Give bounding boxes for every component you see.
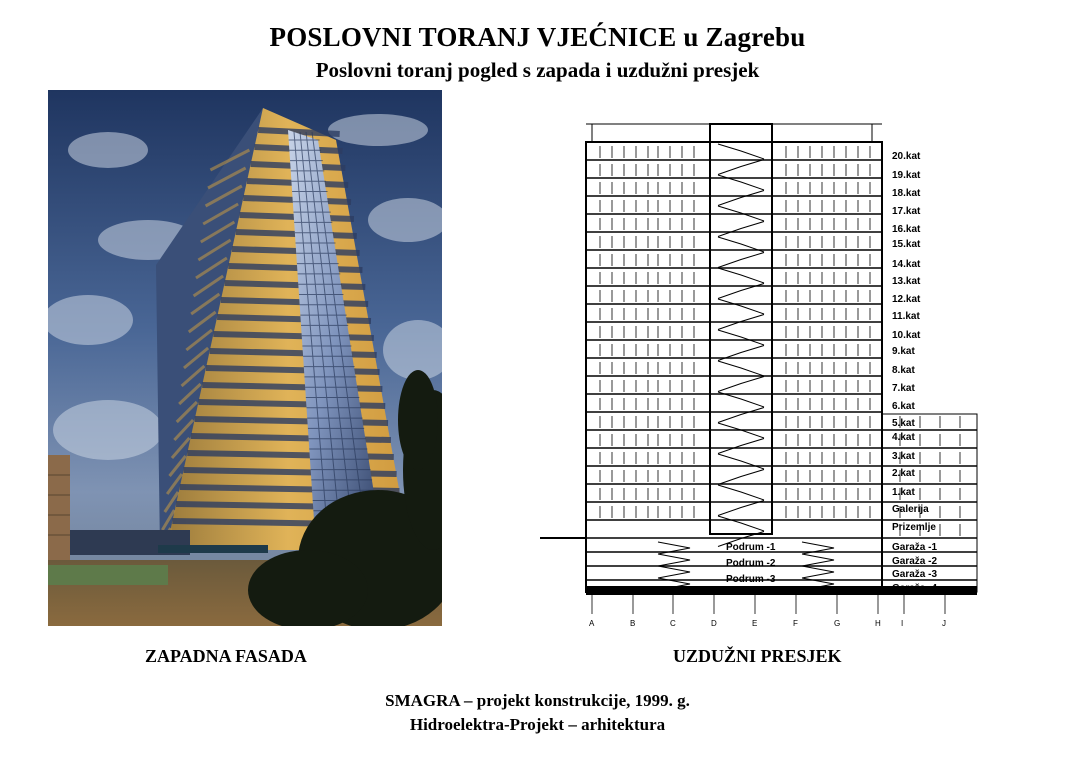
west-facade-photo <box>48 90 442 626</box>
basement-label: Podrum -3 <box>726 574 776 585</box>
floor-label: 16.kat <box>892 224 921 235</box>
floor-label: 11.kat <box>892 311 920 322</box>
floor-label: 17.kat <box>892 206 921 217</box>
grid-axis-label: C <box>670 619 676 628</box>
architecture-credit: Hidroelektra-Projekt – arhitektura <box>409 715 666 734</box>
floor-label: 1.kat <box>892 487 915 498</box>
west-facade-caption: ZAPADNA FASADA <box>145 646 307 666</box>
grid-axis-label: G <box>834 619 841 628</box>
grid-axis-label: B <box>630 619 636 628</box>
longitudinal-section-drawing <box>540 114 980 630</box>
page-subtitle: Poslovni toranj pogled s zapada i uzdužni presjek <box>315 58 760 82</box>
floor-label: Galerija <box>892 504 929 515</box>
page-title: POSLOVNI TORANJ VJEĆNICE u Zagrebu <box>269 22 806 52</box>
floor-label: 14.kat <box>892 259 921 270</box>
floor-label: 15.kat <box>892 239 921 250</box>
floor-label: 19.kat <box>892 170 921 181</box>
floor-label: 20.kat <box>892 151 921 162</box>
floor-label: Garaža -2 <box>892 556 938 567</box>
floor-label: 6.kat <box>892 401 915 412</box>
floor-label: Prizemlje <box>892 522 936 533</box>
grid-axis-label: J <box>942 619 946 628</box>
floor-label: Garaža -1 <box>892 542 938 553</box>
section-caption: UZDUŽNI PRESJEK <box>673 646 842 666</box>
grid-axis-label: E <box>752 619 758 628</box>
basement-label: Podrum -1 <box>726 542 776 553</box>
floor-label: 3.kat <box>892 451 915 462</box>
grid-axis-label: A <box>589 619 595 628</box>
floor-label: 8.kat <box>892 365 915 376</box>
floor-label: 18.kat <box>892 188 921 199</box>
floor-label: 12.kat <box>892 294 921 305</box>
grid-axis-label: F <box>793 619 798 628</box>
grid-axis-label: I <box>901 619 904 628</box>
floor-label: 9.kat <box>892 346 915 357</box>
grid-axis-label: D <box>711 619 717 628</box>
floor-label: 4.kat <box>892 432 915 443</box>
floor-label: 2.kat <box>892 468 915 479</box>
floor-label: 10.kat <box>892 330 921 341</box>
floor-label: 5.kat <box>892 418 915 429</box>
floor-label: 13.kat <box>892 276 921 287</box>
floor-label: Garaža -3 <box>892 569 938 580</box>
floor-label: 7.kat <box>892 383 915 394</box>
grid-axis-label: H <box>875 619 881 628</box>
structural-credit: SMAGRA – projekt konstrukcije, 1999. g. <box>385 691 690 710</box>
basement-label: Podrum -2 <box>726 558 776 569</box>
